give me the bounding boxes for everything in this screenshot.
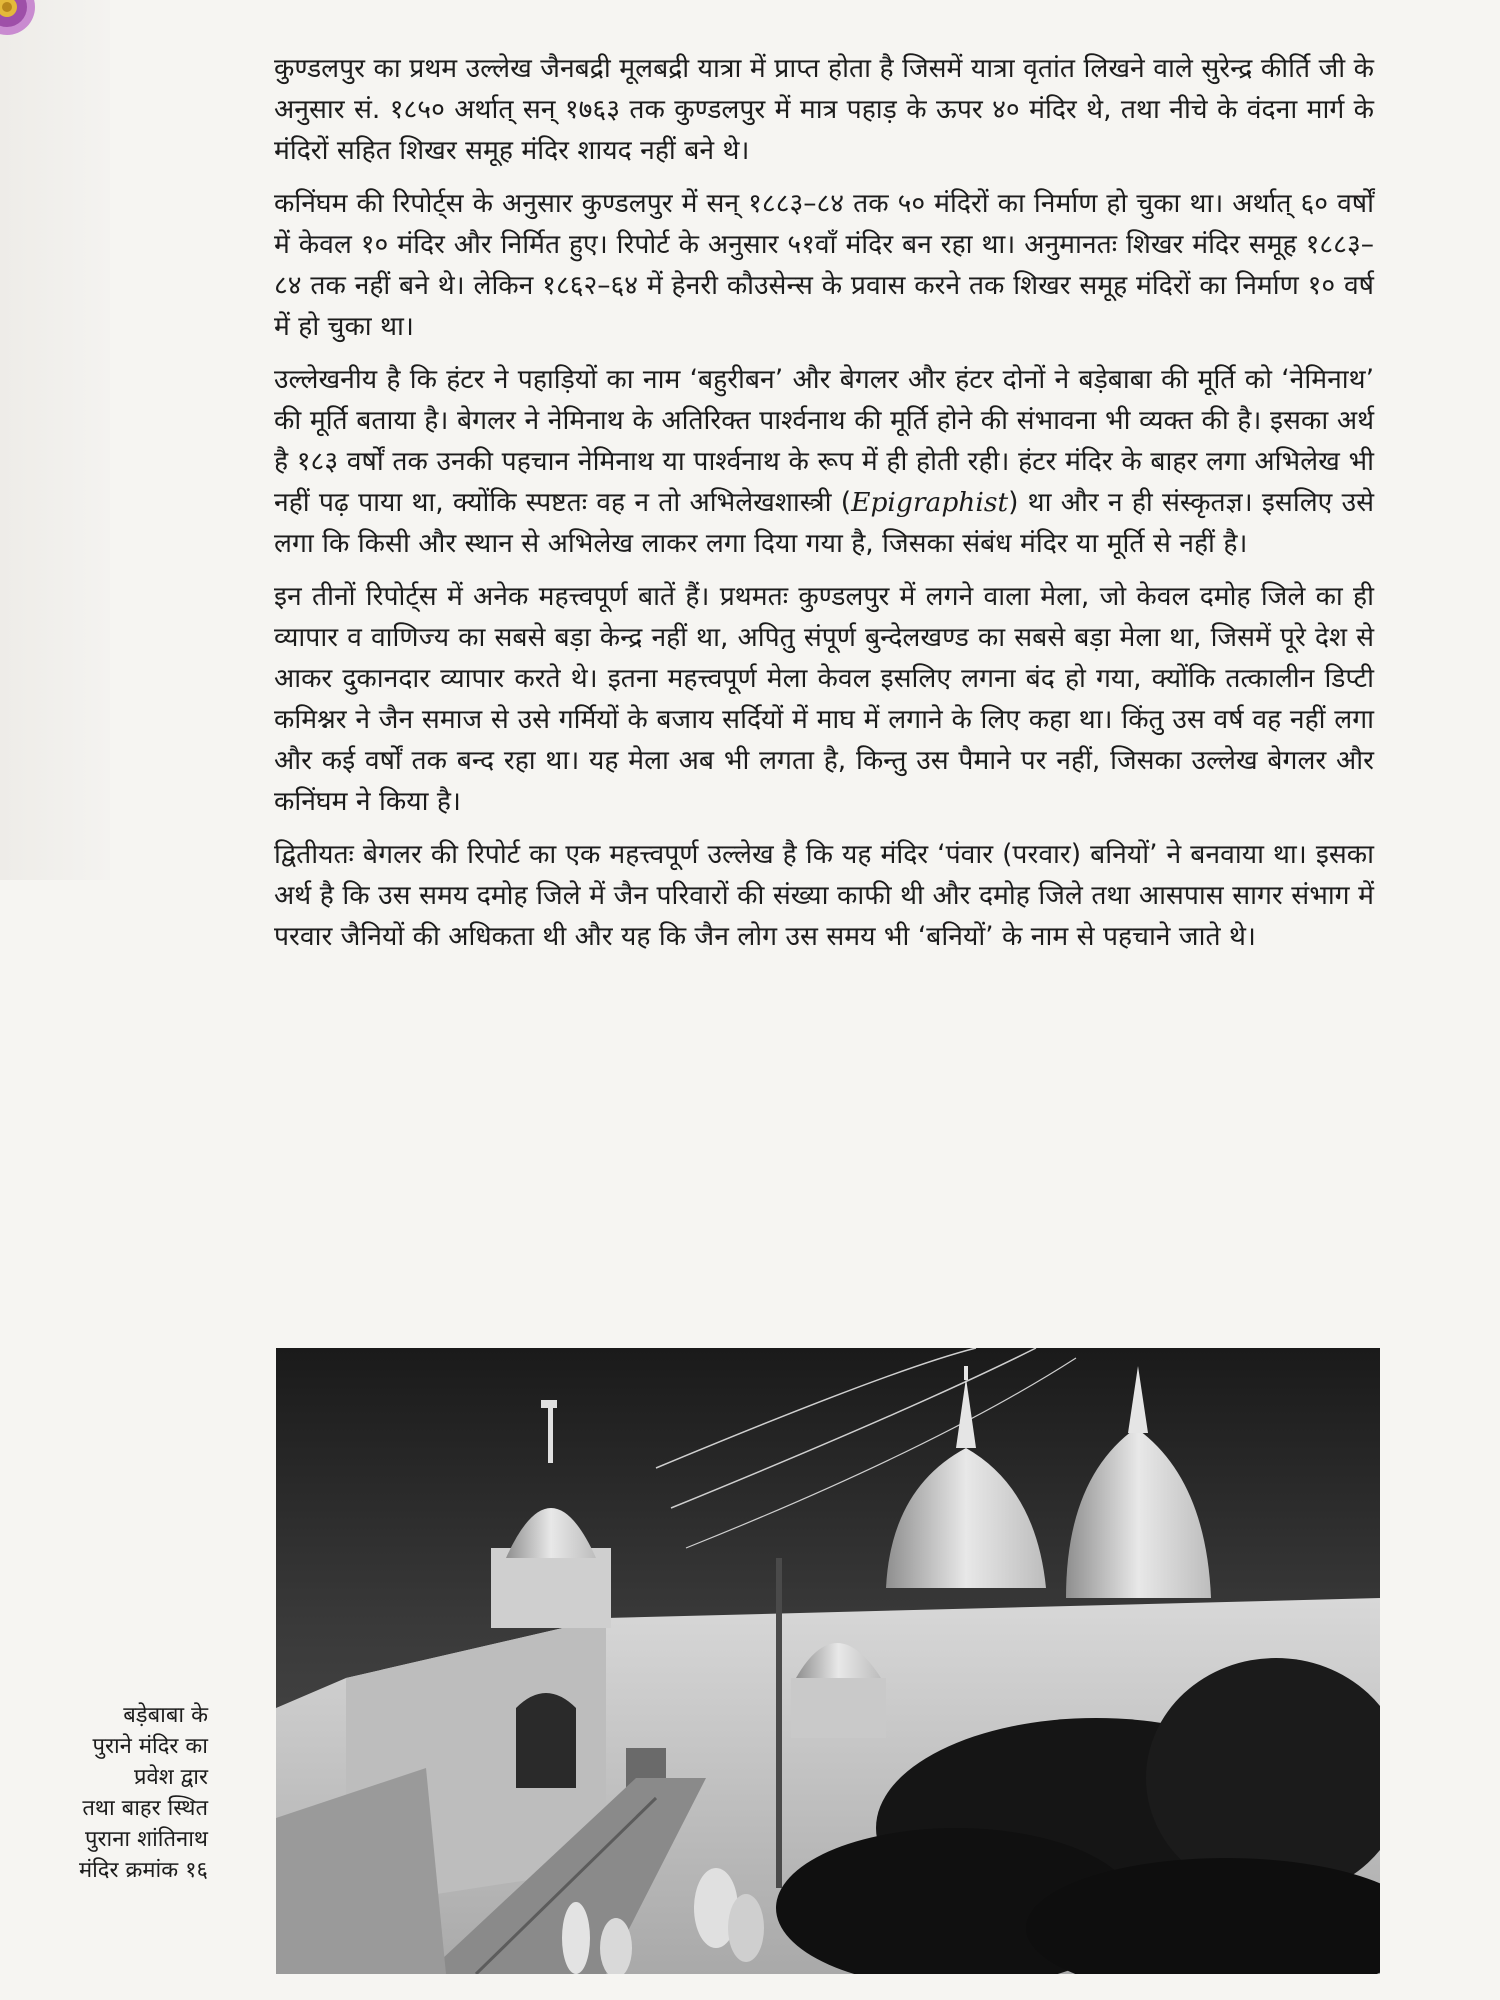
- paragraph-3-part-b: ) था और न ही संस्कृतज्ञ। इसलिए उसे लगा कि किसी और स्थान से अभिलेख लाकर लगा दिया गया है, जिसका संबंध मंदिर या मूर्ति से नहीं है।: [274, 487, 1375, 559]
- paragraph-3-part-a: उल्लेखनीय है कि हंटर ने पहाड़ियों का नाम ‘बहुरीबन’ और बेगलर और हंटर दोनों ने बड़ेबाबा की मूर्ति को ‘नेमिनाथ’ की मूर्ति बताया है। बेगलर ने नेमिनाथ के अतिरिक्त पार्श्वनाथ की मूर्ति होने की संभावना भी व्यक्त की है। इसका अर्थ है १८३ वर्षों तक उनकी पहचान नेमिनाथ या पार्श्वनाथ के रूप में ही होती रही। हंटर मंदिर के बाहर लगा अभिलेख भी नहीं पढ़ पाया था, क्योंकि स्पष्टतः वह न तो अभिलेखशास्त्री (: [274, 364, 1374, 518]
- caption-line: पुराना शांतिनाथ: [85, 1827, 208, 1852]
- caption-line: बड़ेबाबा के: [123, 1703, 208, 1728]
- paragraph-4: इन तीनों रिपोर्ट्स में अनेक महत्त्वपूर्ण बातें हैं। प्रथमतः कुण्डलपुर में लगने वाला मेला, जो केवल दमोह जिले का ही व्यापार व वाणिज्य का सबसे बड़ा केन्द्र नहीं था, अपितु संपूर्ण बुन्देलखण्ड का सबसे बड़ा मेला था, जिसमें पूरे देश से आकर दुकानदार व्यापार करते थे। इतना महत्त्वपूर्ण मेला केवल इसलिए लगना बंद हो गया, क्योंकि तत्कालीन डिप्टी कमिश्नर ने जैन समाज से उसे गर्मियों के बजाय सर्दियों में माघ में लगाने के लिए कहा था। किंतु उस वर्ष वह नहीं लगा और कई वर्षों तक बन्द रहा था। यह मेला अब भी लगता है, किन्तु उस पैमाने पर नहीं, जिसका उल्लेख बेगलर और कनिंघम ने किया है।: [274, 581, 1374, 817]
- photo-caption: [20, 1700, 208, 1886]
- article-body: [274, 48, 1374, 969]
- caption-line: तथा बाहर स्थित: [82, 1796, 208, 1821]
- temple-photo-illustration: [276, 1348, 1380, 1974]
- page-margin-strip: [0, 0, 110, 880]
- paragraph-2: कनिंघम की रिपोर्ट्स के अनुसार कुण्डलपुर में सन् १८८३–८४ तक ५० मंदिरों का निर्माण हो चुका था। अर्थात् ६० वर्षों में केवल १० मंदिर और निर्मित हुए। रिपोर्ट के अनुसार ५१वाँ मंदिर बन रहा था। अनुमानतः शिखर मंदिर समूह १८८३–८४ तक नहीं बने थे। लेकिन १८६२–६४ में हेनरी कौउसेन्स के प्रवास करने तक शिखर समूह मंदिरों का निर्माण १० वर्ष में हो चुका था।: [274, 188, 1374, 342]
- caption-line: मंदिर क्रमांक १६: [78, 1858, 208, 1883]
- caption-line: प्रवेश द्वार: [133, 1765, 208, 1790]
- flower-ornament-icon: [0, 0, 36, 36]
- paragraph-1: कुण्डलपुर का प्रथम उल्लेख जैनबद्री मूलबद्री यात्रा में प्राप्त होता है जिसमें यात्रा वृतांत लिखने वाले सुरेन्द्र कीर्ति जी के अनुसार सं. १८५० अर्थात् सन् १७६३ तक कुण्डलपुर में मात्र पहाड़ के ऊपर ४० मंदिर थे, तथा नीचे के वंदना मार्ग के मंदिरों सहित शिखर समूह मंदिर शायद नहीं बने थे।: [274, 53, 1374, 166]
- caption-line: पुराने मंदिर का: [92, 1734, 208, 1759]
- temple-photo: [276, 1348, 1380, 1974]
- paragraph-5: द्वितीयतः बेगलर की रिपोर्ट का एक महत्त्वपूर्ण उल्लेख है कि यह मंदिर ‘पंवार (परवार) बनियों’ ने बनवाया था। इसका अर्थ है कि उस समय दमोह जिले में जैन परिवारों की संख्या काफी थी और दमोह जिले तथा आसपास सागर संभाग में परवार जैनियों की अधिकता थी और यह कि जैन लोग उस समय भी ‘बनियों’ के नाम से पहचाने जाते थे।: [274, 839, 1374, 952]
- paragraph-3: [274, 359, 1374, 564]
- epigraphist-term: Epigraphist: [851, 487, 1009, 518]
